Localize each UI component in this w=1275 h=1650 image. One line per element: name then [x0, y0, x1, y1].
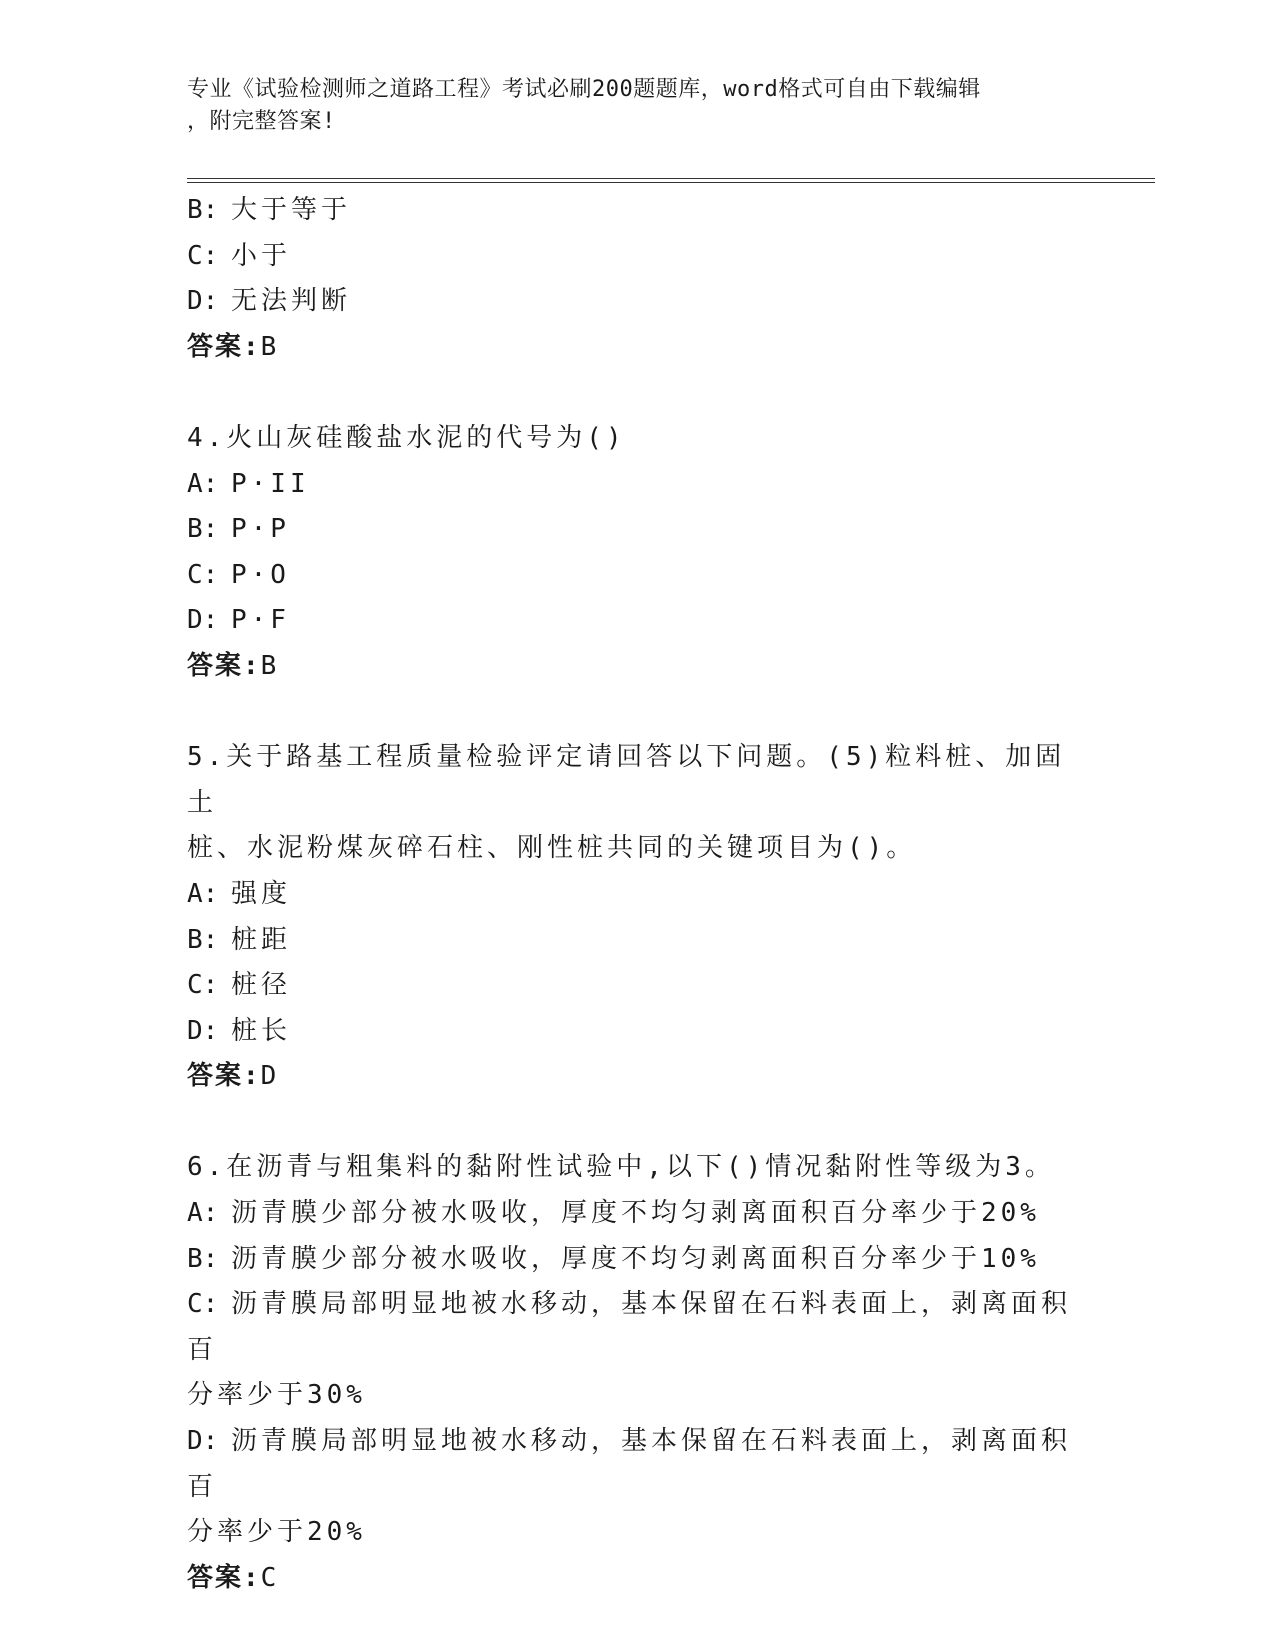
- option-c: C: 小于: [187, 240, 292, 271]
- question-5: [187, 735, 1087, 1100]
- option-c-continued: 分率少于30%: [187, 1380, 366, 1411]
- option-c: C: 沥青膜局部明显地被水移动，基本保留在石料表面上，剥离面积百: [187, 1289, 1072, 1365]
- option-a: A: 沥青膜少部分被水吸收，厚度不均匀剥离面积百分率少于20%: [187, 1198, 1040, 1229]
- option-d: D: P·F: [187, 605, 290, 636]
- header-divider-bottom: [187, 182, 1155, 183]
- answer: 答案:B: [187, 331, 279, 362]
- header-line-2: ，附完整答案!: [187, 109, 336, 134]
- option-d: D: 沥青膜局部明显地被水移动，基本保留在石料表面上，剥离面积百: [187, 1426, 1072, 1502]
- option-a: A: P·II: [187, 468, 310, 499]
- option-b: B: 大于等于: [187, 195, 352, 225]
- question-text: 6.在沥青与粗集料的黏附性试验中,以下()情况黏附性等级为3。: [187, 1152, 1055, 1183]
- question-3: [187, 188, 1087, 370]
- question-4: [187, 416, 1087, 690]
- answer: 答案:B: [187, 650, 279, 681]
- question-6: [187, 1145, 1087, 1601]
- option-b: B: 沥青膜少部分被水吸收，厚度不均匀剥离面积百分率少于10%: [187, 1243, 1040, 1274]
- option-c: C: 桩径: [187, 970, 292, 1001]
- answer: 答案:C: [187, 1562, 279, 1593]
- document-header: [187, 74, 1067, 138]
- option-d: D: 桩长: [187, 1015, 292, 1046]
- option-b: B: P·P: [187, 514, 290, 545]
- answer: 答案:D: [187, 1061, 279, 1092]
- option-a: A: 强度: [187, 878, 292, 909]
- question-list: [187, 188, 1087, 1601]
- header-divider-top: [187, 178, 1155, 179]
- option-c: C: P·O: [187, 559, 290, 590]
- question-text-line-2: 桩、水泥粉煤灰碎石柱、刚性桩共同的关键项目为()。: [187, 833, 917, 864]
- header-line-1: 专业《试验检测师之道路工程》考试必刷200题题库，word格式可自由下载编辑: [187, 77, 981, 102]
- option-b: B: 桩距: [187, 924, 292, 955]
- option-d: D: 无法判断: [187, 286, 352, 317]
- question-text-line-1: 5.关于路基工程质量检验评定请回答以下问题。(5)粒料桩、加固土: [187, 742, 1066, 818]
- question-text: 4.火山灰硅酸盐水泥的代号为(): [187, 422, 626, 453]
- option-d-continued: 分率少于20%: [187, 1517, 366, 1548]
